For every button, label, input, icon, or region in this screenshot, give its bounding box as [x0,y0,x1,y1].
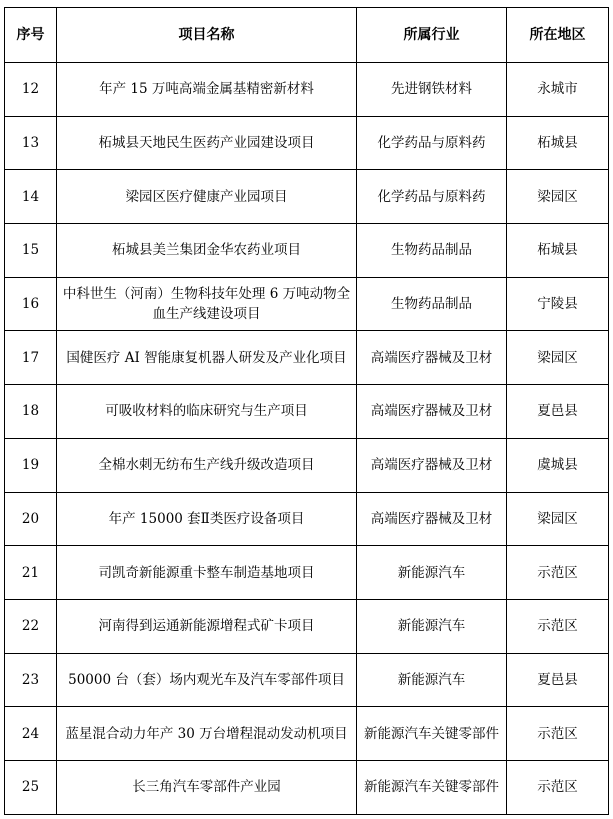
cell-industry: 新能源汽车 [357,653,507,707]
cell-no: 13 [5,116,57,170]
table-header-row [5,8,609,63]
table-row [5,170,609,224]
table-row [5,331,609,385]
cell-region: 宁陵县 [507,277,609,331]
project-table [4,7,609,815]
cell-industry: 先进钢铁材料 [357,63,507,117]
cell-no: 20 [5,492,57,546]
cell-name: 河南得到运通新能源增程式矿卡项目 [57,599,357,653]
table-row [5,707,609,761]
cell-name: 长三角汽车零部件产业园 [57,760,357,814]
cell-industry: 新能源汽车关键零部件 [357,760,507,814]
cell-region: 柘城县 [507,224,609,278]
cell-region: 永城市 [507,63,609,117]
cell-industry: 新能源汽车 [357,546,507,600]
cell-name: 中科世生（河南）生物科技年处理 6 万吨动物全血生产线建设项目 [57,277,357,331]
cell-no: 25 [5,760,57,814]
cell-industry: 新能源汽车关键零部件 [357,707,507,761]
cell-region: 梁园区 [507,170,609,224]
cell-industry: 高端医疗器械及卫材 [357,385,507,439]
cell-region: 示范区 [507,546,609,600]
cell-industry: 高端医疗器械及卫材 [357,492,507,546]
cell-no: 19 [5,438,57,492]
cell-region: 夏邑县 [507,385,609,439]
cell-name: 柘城县天地民生医药产业园建设项目 [57,116,357,170]
cell-no: 18 [5,385,57,439]
cell-no: 15 [5,224,57,278]
cell-no: 24 [5,707,57,761]
header-no: 序号 [5,8,57,63]
table-row [5,277,609,331]
table-row [5,599,609,653]
cell-no: 17 [5,331,57,385]
cell-industry: 生物药品制品 [357,224,507,278]
table-row [5,63,609,117]
cell-industry: 化学药品与原料药 [357,170,507,224]
header-industry: 所属行业 [357,8,507,63]
table-row [5,546,609,600]
cell-name: 梁园区医疗健康产业园项目 [57,170,357,224]
cell-no: 23 [5,653,57,707]
cell-name: 国健医疗 AI 智能康复机器人研发及产业化项目 [57,331,357,385]
cell-region: 示范区 [507,760,609,814]
table-row [5,385,609,439]
cell-region: 柘城县 [507,116,609,170]
cell-name: 年产 15 万吨高端金属基精密新材料 [57,63,357,117]
cell-no: 12 [5,63,57,117]
table-row [5,438,609,492]
table-row [5,653,609,707]
cell-no: 22 [5,599,57,653]
cell-name: 可吸收材料的临床研究与生产项目 [57,385,357,439]
cell-industry: 化学药品与原料药 [357,116,507,170]
cell-name: 年产 15000 套Ⅱ类医疗设备项目 [57,492,357,546]
cell-name: 50000 台（套）场内观光车及汽车零部件项目 [57,653,357,707]
cell-no: 16 [5,277,57,331]
cell-name: 柘城县美兰集团金华农药业项目 [57,224,357,278]
cell-region: 梁园区 [507,331,609,385]
cell-no: 14 [5,170,57,224]
cell-name: 全棉水刺无纺布生产线升级改造项目 [57,438,357,492]
cell-region: 示范区 [507,599,609,653]
cell-industry: 新能源汽车 [357,599,507,653]
cell-region: 虞城县 [507,438,609,492]
cell-industry: 高端医疗器械及卫材 [357,331,507,385]
cell-industry: 高端医疗器械及卫材 [357,438,507,492]
cell-region: 梁园区 [507,492,609,546]
cell-name: 蓝星混合动力年产 30 万台增程混动发动机项目 [57,707,357,761]
header-name: 项目名称 [57,8,357,63]
cell-no: 21 [5,546,57,600]
cell-name: 司凯奇新能源重卡整车制造基地项目 [57,546,357,600]
table-row [5,116,609,170]
header-region: 所在地区 [507,8,609,63]
cell-region: 夏邑县 [507,653,609,707]
cell-region: 示范区 [507,707,609,761]
cell-industry: 生物药品制品 [357,277,507,331]
table-row [5,492,609,546]
table-row [5,224,609,278]
table-row [5,760,609,814]
